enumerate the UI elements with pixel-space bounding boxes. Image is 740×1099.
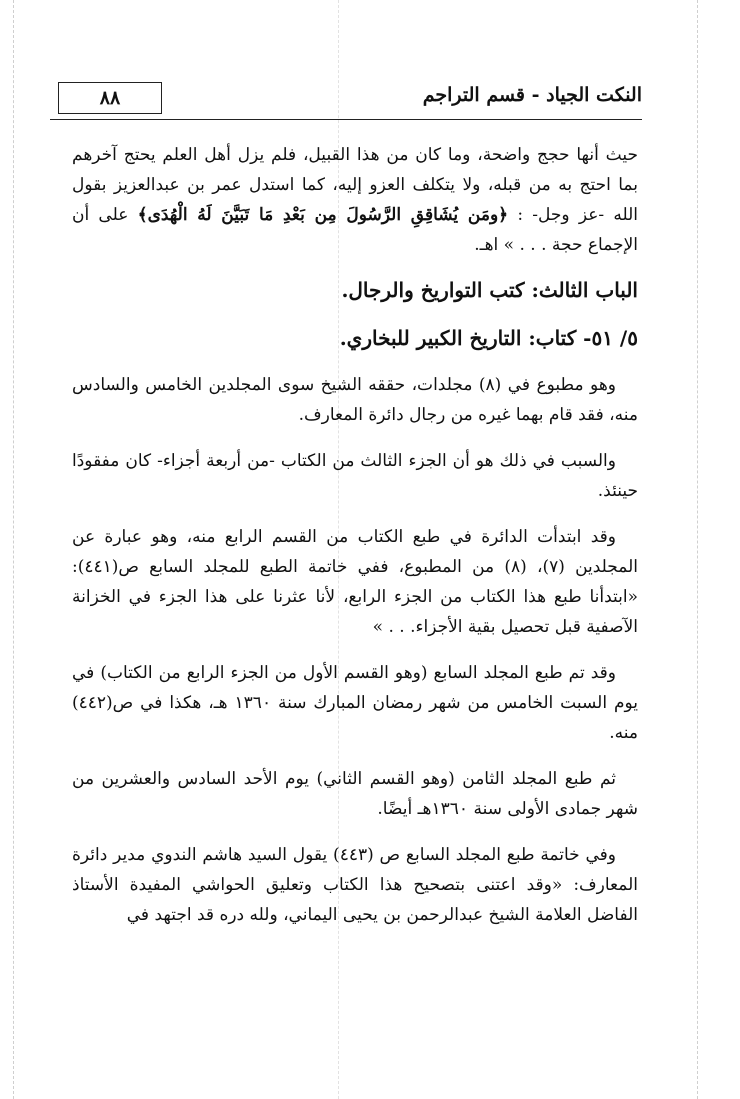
scan-guide-line (697, 0, 698, 1099)
paragraph-4-text: وقد ابتدأت الدائرة في طبع الكتاب من القسم الرابع منه، وهو عبارة عن المجلدين (٧)، (٨) من المطبوع، ففي خاتمة الطبع للمجلد السابع ص(٤٤١): «ابتدأنا طبع هذا الكتاب من الجزء الرابع، لأنا عثرنا على هذا الجزء في الخزانة الآصفية قبل تحصيل بقية الأجزاء. . . » (72, 527, 639, 637)
scan-guide-line (13, 0, 14, 1099)
book-heading: ٥/ ٥١- كتاب: التاريخ الكبير للبخاري. (339, 326, 638, 350)
paragraph-1-end: على أن الإجماع حجة . . . » اهـ. (72, 205, 638, 255)
paragraph-6 (72, 764, 638, 824)
page-header (50, 68, 642, 120)
paragraph-7-text: وفي خاتمة طبع المجلد السابع ص (٤٤٣) يقول السيد هاشم الندوي مدير دائرة المعارف: «وقد اعتنى بتصحيح هذا الكتاب وتعليق الحواشي المفيدة الأستاذ الفاضل العلامة الشيخ عبدالرحمن بن يحيى اليماني، ولله دره قد اجتهد في (72, 845, 638, 925)
paragraph-1-text: حيث أنها حجج واضحة، وما كان من هذا القبيل، فلم يزل أهل العلم يحتج آخرهم بما احتج به من قبله، ولا يتكلف العزو إليه، كما استدل عمر بن عبدالعزيز بقول الله -عز وجل- : (72, 145, 638, 225)
paragraph-4 (72, 522, 638, 642)
page-number-box (58, 82, 162, 114)
page-number: ٨٨ (99, 87, 121, 109)
chapter-heading: الباب الثالث: كتب التواريخ والرجال. (341, 278, 638, 302)
paragraph-6-text: ثم طبع المجلد الثامن (وهو القسم الثاني) يوم الأحد السادس والعشرين من شهر جمادى الأولى سنة ١٣٦٠هـ أيضًا. (72, 769, 638, 819)
paragraph-7 (72, 840, 638, 930)
paragraph-5-text: وقد تم طبع المجلد السابع (وهو القسم الأول من الجزء الرابع من الكتاب) في يوم السبت الخامس من شهر رمضان المبارك سنة ١٣٦٠ هـ، هكذا في ص(٤٤٢) منه. (72, 663, 638, 743)
running-title: النكت الجياد - قسم التراجم (422, 84, 642, 106)
paragraph-2 (72, 370, 638, 430)
paragraph-2-text: وهو مطبوع في (٨) مجلدات، حققه الشيخ سوى المجلدين الخامس والسادس منه، فقد قام بهما غيره من رجال دائرة المعارف. (72, 375, 638, 425)
paragraph-5 (72, 658, 638, 748)
page-body (72, 140, 638, 946)
paragraph-1 (72, 140, 638, 260)
paragraph-3-text: والسبب في ذلك هو أن الجزء الثالث من الكتاب -من أربعة أجزاء- كان مفقودًا حينئذ. (72, 451, 638, 501)
paragraph-3 (72, 446, 638, 506)
quran-verse: ﴿ومَن يُشَاقِقِ الرَّسُولَ مِن بَعْدِ مَا تَبَيَّنَ لَهُ الْهُدَى﴾ (137, 205, 509, 225)
header-rule (50, 119, 642, 120)
